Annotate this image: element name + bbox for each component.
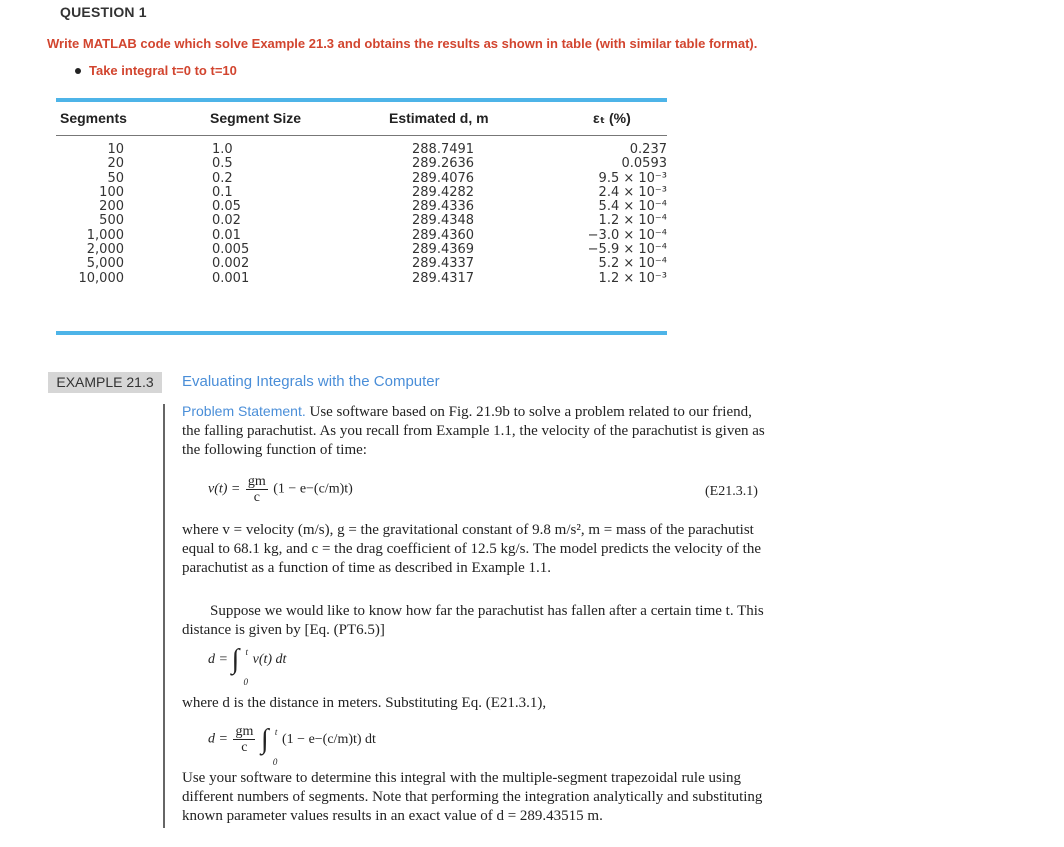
eq1-fraction xyxy=(246,474,268,505)
segment-cell: 20 xyxy=(107,156,124,172)
estimate-cell: 289.4317 xyxy=(412,270,475,286)
eq3-numerator: gm xyxy=(235,724,254,739)
table-bottom-rule xyxy=(56,331,667,335)
equation-velocity xyxy=(208,474,353,505)
paragraph-definitions: where v = velocity (m/s), g = the gravitational constant of 9.8 m/s², m = mass of the parachutist equal to 68.1 kg, and c = the drag coefficient of 12.5 kg/s. The model predicts the velocity of the parachutist as a function of time as described in Example 1.1. xyxy=(182,522,761,576)
estimate-cell: 289.4360 xyxy=(412,227,475,243)
eq3-lower-limit: 0 xyxy=(272,756,278,767)
example-label: EXAMPLE 21.3 xyxy=(48,372,162,393)
eq2-integrand: v(t) dt xyxy=(252,652,287,668)
equation-distance-substituted xyxy=(208,723,376,767)
estimate-column xyxy=(412,143,474,286)
segment-size-column xyxy=(212,143,249,286)
error-column xyxy=(556,143,667,286)
results-table xyxy=(56,98,667,338)
size-cell: 0.005 xyxy=(212,242,250,258)
segment-cell: 50 xyxy=(107,170,124,186)
size-cell: 0.02 xyxy=(212,213,241,229)
problem-statement xyxy=(182,402,772,460)
bullet-text: Take integral t=0 to t=10 xyxy=(89,63,237,78)
header-segment-size: Segment Size xyxy=(210,110,302,126)
table-top-rule xyxy=(56,98,667,102)
bullet-dot-icon xyxy=(75,68,81,74)
error-cell: −5.9 × 10⁻⁴ xyxy=(587,242,667,258)
equation-distance xyxy=(208,644,287,687)
error-cell: 9.5 × 10⁻³ xyxy=(598,170,667,186)
problem-statement-lead: Problem Statement. xyxy=(182,403,306,419)
estimate-cell: 289.4348 xyxy=(412,213,475,229)
integral-sign-icon: ∫ t 0 xyxy=(231,650,239,670)
size-cell: 0.2 xyxy=(212,170,233,186)
question-title: QUESTION 1 xyxy=(60,4,147,20)
example-side-bar xyxy=(163,404,165,828)
estimate-cell: 289.4337 xyxy=(412,256,475,272)
error-cell: 5.2 × 10⁻⁴ xyxy=(598,256,667,272)
error-cell: 5.4 × 10⁻⁴ xyxy=(598,199,667,215)
paragraph-conclusion: Use your software to determine this integral with the multiple-segment trapezoidal rule using different numbers of segments. Note that performing the integration analytically and substituting known parameter values results in an exact value of d = 289.43515 m. xyxy=(182,770,763,824)
segment-cell: 10 xyxy=(107,142,124,157)
segment-cell: 100 xyxy=(99,184,124,200)
eq3-upper-limit: t xyxy=(274,726,278,737)
header-segments: Segments xyxy=(60,110,127,126)
error-cell: 1.2 × 10⁻³ xyxy=(598,270,667,286)
instruction-bullet xyxy=(75,63,237,78)
header-estimated-d: Estimated d, m xyxy=(389,110,489,126)
segment-cell: 1,000 xyxy=(86,227,124,243)
size-cell: 0.01 xyxy=(212,227,241,243)
eq3-lhs: d = xyxy=(208,731,228,747)
estimate-cell: 289.2636 xyxy=(412,156,475,172)
problem-statement-text: Use software based on Fig. 21.9b to solve a problem related to our friend, the falling parachutist. As you recall from Example 1.1, the velocity of the parachutist is given as the following function of time: xyxy=(182,404,765,458)
segment-cell: 10,000 xyxy=(78,270,124,286)
table-header-rule xyxy=(56,135,667,136)
eq2-lower-limit: 0 xyxy=(243,677,248,687)
size-cell: 0.1 xyxy=(212,184,233,200)
eq3-fraction xyxy=(233,724,255,755)
size-cell: 0.002 xyxy=(212,256,250,272)
eq1-lhs: v(t) = xyxy=(208,481,241,497)
segment-cell: 5,000 xyxy=(86,256,124,272)
size-cell: 0.05 xyxy=(212,199,241,215)
size-cell: 0.001 xyxy=(212,270,250,286)
estimate-cell: 288.7491 xyxy=(412,142,475,157)
eq2-upper-limit: t xyxy=(245,647,248,657)
eq1-numerator: gm xyxy=(247,474,266,489)
eq3-integrand: (1 − e−(c/m)t) dt xyxy=(282,731,376,747)
paragraph-distance: Suppose we would like to know how far the parachutist has fallen after a certain time t. This distance is given by [Eq. (PT6.5)] xyxy=(182,603,764,638)
example-title: Evaluating Integrals with the Computer xyxy=(182,373,440,390)
error-cell: 0.0593 xyxy=(621,156,667,172)
eq1-denominator: c xyxy=(253,490,260,505)
integral-sign-icon: ∫ t 0 xyxy=(261,730,269,750)
size-cell: 0.5 xyxy=(212,156,233,172)
segment-cell: 500 xyxy=(99,213,124,229)
estimate-cell: 289.4076 xyxy=(412,170,475,186)
estimate-cell: 289.4282 xyxy=(412,184,475,200)
header-error: εₜ (%) xyxy=(593,110,631,126)
eq3-denominator: c xyxy=(241,740,248,755)
error-cell: 2.4 × 10⁻³ xyxy=(598,184,667,200)
equation-number: (E21.3.1) xyxy=(705,484,758,499)
estimate-cell: 289.4336 xyxy=(412,199,475,215)
estimate-cell: 289.4369 xyxy=(412,242,475,258)
paragraph-substitution: where d is the distance in meters. Substituting Eq. (E21.3.1), xyxy=(182,695,547,711)
segment-cell: 200 xyxy=(99,199,124,215)
error-cell: 0.237 xyxy=(629,142,667,157)
error-cell: 1.2 × 10⁻⁴ xyxy=(598,213,667,229)
error-cell: −3.0 × 10⁻⁴ xyxy=(587,227,667,243)
eq1-rhs: (1 − e−(c/m)t) xyxy=(273,481,353,497)
question-instruction: Write MATLAB code which solve Example 21.3 and obtains the results as shown in table (with similar table format). xyxy=(47,36,758,51)
eq2-lhs: d = xyxy=(208,652,228,668)
segment-cell: 2,000 xyxy=(86,242,124,258)
segments-column xyxy=(66,143,124,286)
size-cell: 1.0 xyxy=(212,142,233,157)
